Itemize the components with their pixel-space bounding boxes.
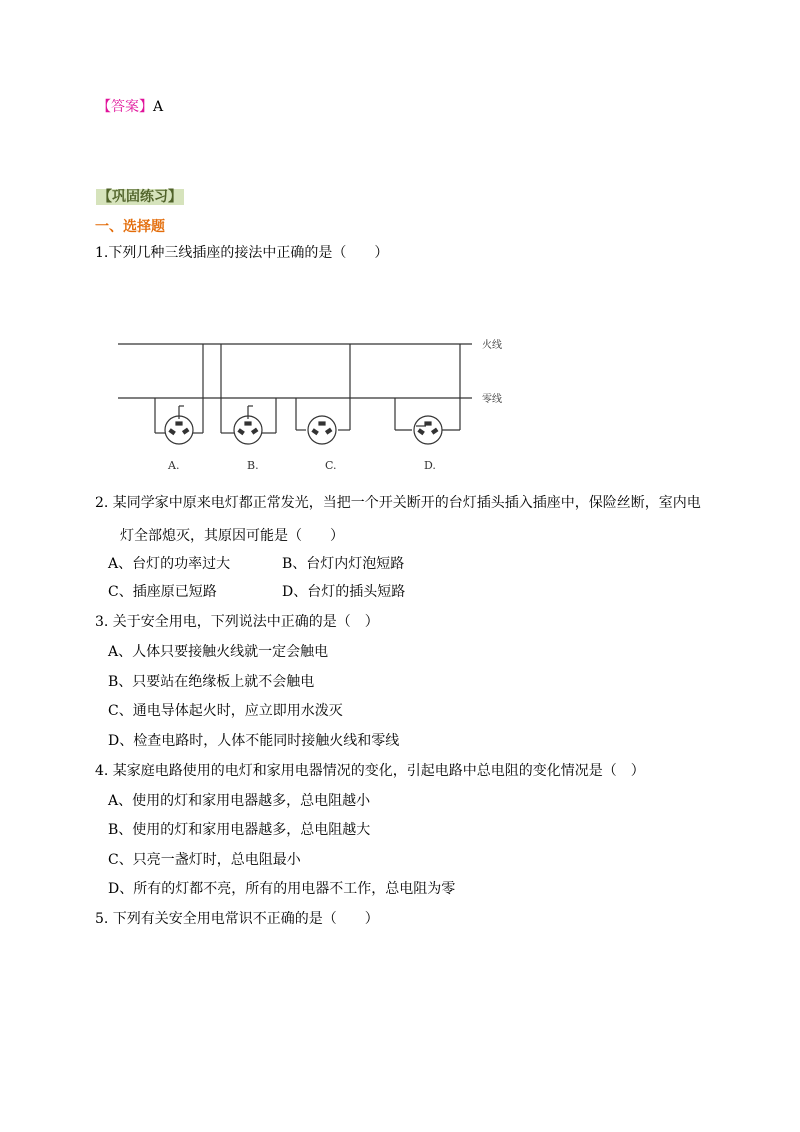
question-3-stem: 3. 关于安全用电，下列说法中正确的是（ ） xyxy=(95,614,379,630)
socket-d-circle xyxy=(414,416,442,444)
diagram-option-a: A. xyxy=(168,459,180,472)
question-4-stem: 4. 某家庭电路使用的电灯和家用电器情况的变化，引起电路中总电阻的变化情况是（ ） xyxy=(95,763,645,779)
question-5-stem: 5. 下列有关安全用电常识不正确的是（ ） xyxy=(95,911,379,927)
question-2-option-d: D、台灯的插头短路 xyxy=(282,584,406,600)
socket-diagram-svg xyxy=(110,330,530,475)
socket-a-circle xyxy=(165,416,193,444)
section-tag: 【巩固练习】 xyxy=(98,189,182,205)
answer-value: A xyxy=(153,99,164,115)
neutral-wire-label: 零线 xyxy=(482,394,502,405)
question-2-option-b: B、台灯内灯泡短路 xyxy=(282,556,405,572)
diagram-option-c: C. xyxy=(325,459,337,472)
section-header xyxy=(96,186,184,206)
question-2-stem-line1: 2. 某同学家中原来电灯都正常发光，当把一个开关断开的台灯插头插入插座中，保险丝断，室内电 xyxy=(95,495,701,511)
question-3-option-b: B、只要站在绝缘板上就不会触电 xyxy=(108,674,315,690)
socket-c-circle xyxy=(308,416,336,444)
question-4-option-a: A、使用的灯和家用电器越多，总电阻越小 xyxy=(108,793,371,809)
question-2-option-c: C、插座原已短路 xyxy=(108,584,217,600)
socket-wiring-diagram xyxy=(110,330,530,475)
question-3-option-c: C、通电导体起火时，应立即用水泼灭 xyxy=(108,703,343,719)
question-3-option-d: D、检查电路时，人体不能同时接触火线和零线 xyxy=(108,733,400,749)
diagram-option-d: D. xyxy=(424,459,436,472)
question-2-stem-line2: 灯全部熄灭，其原因可能是（ ） xyxy=(120,528,344,544)
question-1-stem: 1.下列几种三线插座的接法中正确的是（ ） xyxy=(95,245,389,261)
answer-label: 【答案】 xyxy=(97,99,153,115)
live-wire-label: 火线 xyxy=(482,340,502,351)
diagram-option-b: B. xyxy=(247,459,259,472)
choice-subheading: 一、选择题 xyxy=(95,219,165,235)
question-3-option-a: A、人体只要接触火线就一定会触电 xyxy=(108,644,329,660)
question-4-option-d: D、所有的灯都不亮，所有的用电器不工作，总电阻为零 xyxy=(108,881,456,897)
answer-line xyxy=(97,98,163,116)
socket-b-circle xyxy=(234,416,262,444)
question-4-option-b: B、使用的灯和家用电器越多，总电阻越大 xyxy=(108,822,371,838)
question-2-option-a: A、台灯的功率过大 xyxy=(108,556,231,572)
question-4-option-c: C、只亮一盏灯时，总电阻最小 xyxy=(108,852,301,868)
